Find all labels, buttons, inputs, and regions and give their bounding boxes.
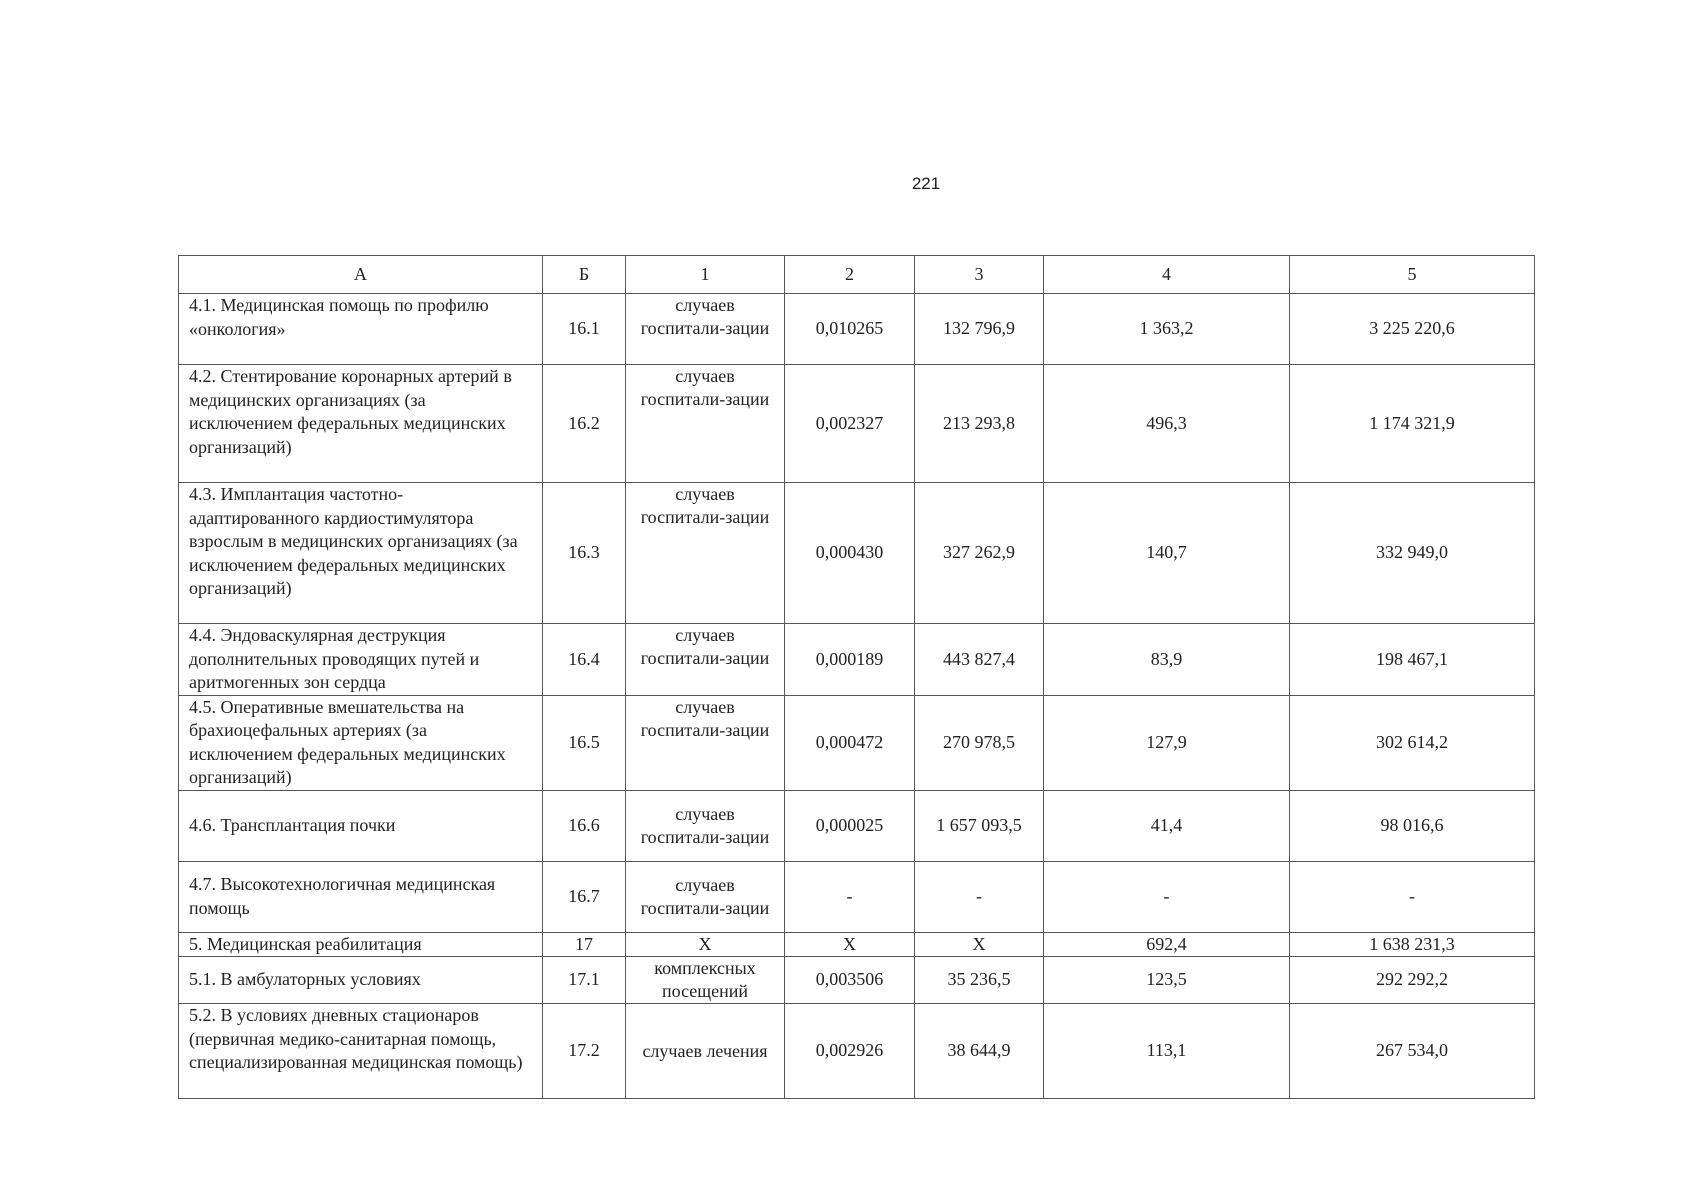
- row-unit-cell: случаев госпитали-зации: [626, 365, 785, 483]
- row-code-cell: 16.6: [543, 790, 626, 861]
- row-value-cell: 0,000472: [785, 695, 915, 790]
- table-row: [179, 790, 1535, 861]
- row-value-cell: -: [785, 861, 915, 932]
- row-value-cell: 0,000430: [785, 483, 915, 624]
- column-header-2: 2: [785, 256, 915, 294]
- row-value-cell: 1 363,2: [1044, 294, 1290, 365]
- page-number: 221: [911, 174, 941, 193]
- row-value-cell: 132 796,9: [915, 294, 1044, 365]
- row-value-cell: Х: [915, 932, 1044, 957]
- row-unit-cell: случаев лечения: [626, 1004, 785, 1099]
- row-code-cell: 16.7: [543, 861, 626, 932]
- row-value-cell: 332 949,0: [1290, 483, 1535, 624]
- row-unit-cell: Х: [626, 932, 785, 957]
- row-value-cell: 0,000189: [785, 624, 915, 696]
- row-value-cell: -: [1044, 861, 1290, 932]
- table-row: [179, 932, 1535, 957]
- row-value-cell: 198 467,1: [1290, 624, 1535, 696]
- row-value-cell: 0,002926: [785, 1004, 915, 1099]
- row-value-cell: 123,5: [1044, 957, 1290, 1004]
- row-value-cell: 3 225 220,6: [1290, 294, 1535, 365]
- row-unit-cell: случаев госпитали-зации: [626, 624, 785, 696]
- table-row: [179, 957, 1535, 1004]
- row-code-cell: 17.2: [543, 1004, 626, 1099]
- row-value-cell: 41,4: [1044, 790, 1290, 861]
- row-value-cell: -: [1290, 861, 1535, 932]
- row-value-cell: 113,1: [1044, 1004, 1290, 1099]
- row-value-cell: 443 827,4: [915, 624, 1044, 696]
- row-name-cell: 5.2. В условиях дневных стационаров (первичная медико-санитарная помощь, специализированная медицинская помощь): [179, 1004, 543, 1099]
- table-row: [179, 624, 1535, 696]
- row-unit-cell: случаев госпитали-зации: [626, 695, 785, 790]
- row-name-cell: 4.5. Оперативные вмешательства на брахиоцефальных артериях (за исключением федеральных медицинских организаций): [179, 695, 543, 790]
- column-header-3: 3: [915, 256, 1044, 294]
- row-name-cell: 5.1. В амбулаторных условиях: [179, 957, 543, 1004]
- row-unit-cell: случаев госпитали-зации: [626, 790, 785, 861]
- row-name-cell: 4.1. Медицинская помощь по профилю «онкология»: [179, 294, 543, 365]
- row-code-cell: 16.4: [543, 624, 626, 696]
- row-value-cell: 127,9: [1044, 695, 1290, 790]
- row-name-cell: 4.7. Высокотехнологичная медицинская помощь: [179, 861, 543, 932]
- table-row: [179, 861, 1535, 932]
- table-row: [179, 695, 1535, 790]
- row-unit-cell: случаев госпитали-зации: [626, 861, 785, 932]
- row-value-cell: 267 534,0: [1290, 1004, 1535, 1099]
- row-code-cell: 17.1: [543, 957, 626, 1004]
- column-header-b: Б: [543, 256, 626, 294]
- column-header-1: 1: [626, 256, 785, 294]
- data-table: [178, 255, 1535, 1099]
- row-value-cell: 302 614,2: [1290, 695, 1535, 790]
- row-unit-cell: случаев госпитали-зации: [626, 294, 785, 365]
- table-header-row: [179, 256, 1535, 294]
- row-value-cell: -: [915, 861, 1044, 932]
- row-code-cell: 16.3: [543, 483, 626, 624]
- row-value-cell: 0,003506: [785, 957, 915, 1004]
- row-code-cell: 16.1: [543, 294, 626, 365]
- row-value-cell: 38 644,9: [915, 1004, 1044, 1099]
- row-value-cell: 35 236,5: [915, 957, 1044, 1004]
- row-value-cell: 496,3: [1044, 365, 1290, 483]
- row-name-cell: 4.6. Трансплантация почки: [179, 790, 543, 861]
- row-value-cell: 83,9: [1044, 624, 1290, 696]
- column-header-4: 4: [1044, 256, 1290, 294]
- row-unit-cell: случаев госпитали-зации: [626, 483, 785, 624]
- row-value-cell: 0,000025: [785, 790, 915, 861]
- row-value-cell: 0,010265: [785, 294, 915, 365]
- row-value-cell: Х: [785, 932, 915, 957]
- row-code-cell: 17: [543, 932, 626, 957]
- column-header-5: 5: [1290, 256, 1535, 294]
- table-row: [179, 365, 1535, 483]
- row-name-cell: 5. Медицинская реабилитация: [179, 932, 543, 957]
- row-value-cell: 1 638 231,3: [1290, 932, 1535, 957]
- row-value-cell: 1 657 093,5: [915, 790, 1044, 861]
- table-row: [179, 1004, 1535, 1099]
- table-row: [179, 294, 1535, 365]
- table-row: [179, 483, 1535, 624]
- row-value-cell: 1 174 321,9: [1290, 365, 1535, 483]
- row-value-cell: 292 292,2: [1290, 957, 1535, 1004]
- row-name-cell: 4.3. Имплантация частотно-адаптированного кардиостимулятора взрослым в медицинских организациях (за исключением федеральных медицинских организаций): [179, 483, 543, 624]
- row-value-cell: 98 016,6: [1290, 790, 1535, 861]
- row-value-cell: 270 978,5: [915, 695, 1044, 790]
- column-header-a: А: [179, 256, 543, 294]
- row-value-cell: 692,4: [1044, 932, 1290, 957]
- row-value-cell: 213 293,8: [915, 365, 1044, 483]
- row-value-cell: 327 262,9: [915, 483, 1044, 624]
- row-name-cell: 4.4. Эндоваскулярная деструкция дополнительных проводящих путей и аритмогенных зон сердца: [179, 624, 543, 696]
- row-code-cell: 16.2: [543, 365, 626, 483]
- row-value-cell: 0,002327: [785, 365, 915, 483]
- row-code-cell: 16.5: [543, 695, 626, 790]
- row-value-cell: 140,7: [1044, 483, 1290, 624]
- row-name-cell: 4.2. Стентирование коронарных артерий в медицинских организациях (за исключением федеральных медицинских организаций): [179, 365, 543, 483]
- row-unit-cell: комплексных посещений: [626, 957, 785, 1004]
